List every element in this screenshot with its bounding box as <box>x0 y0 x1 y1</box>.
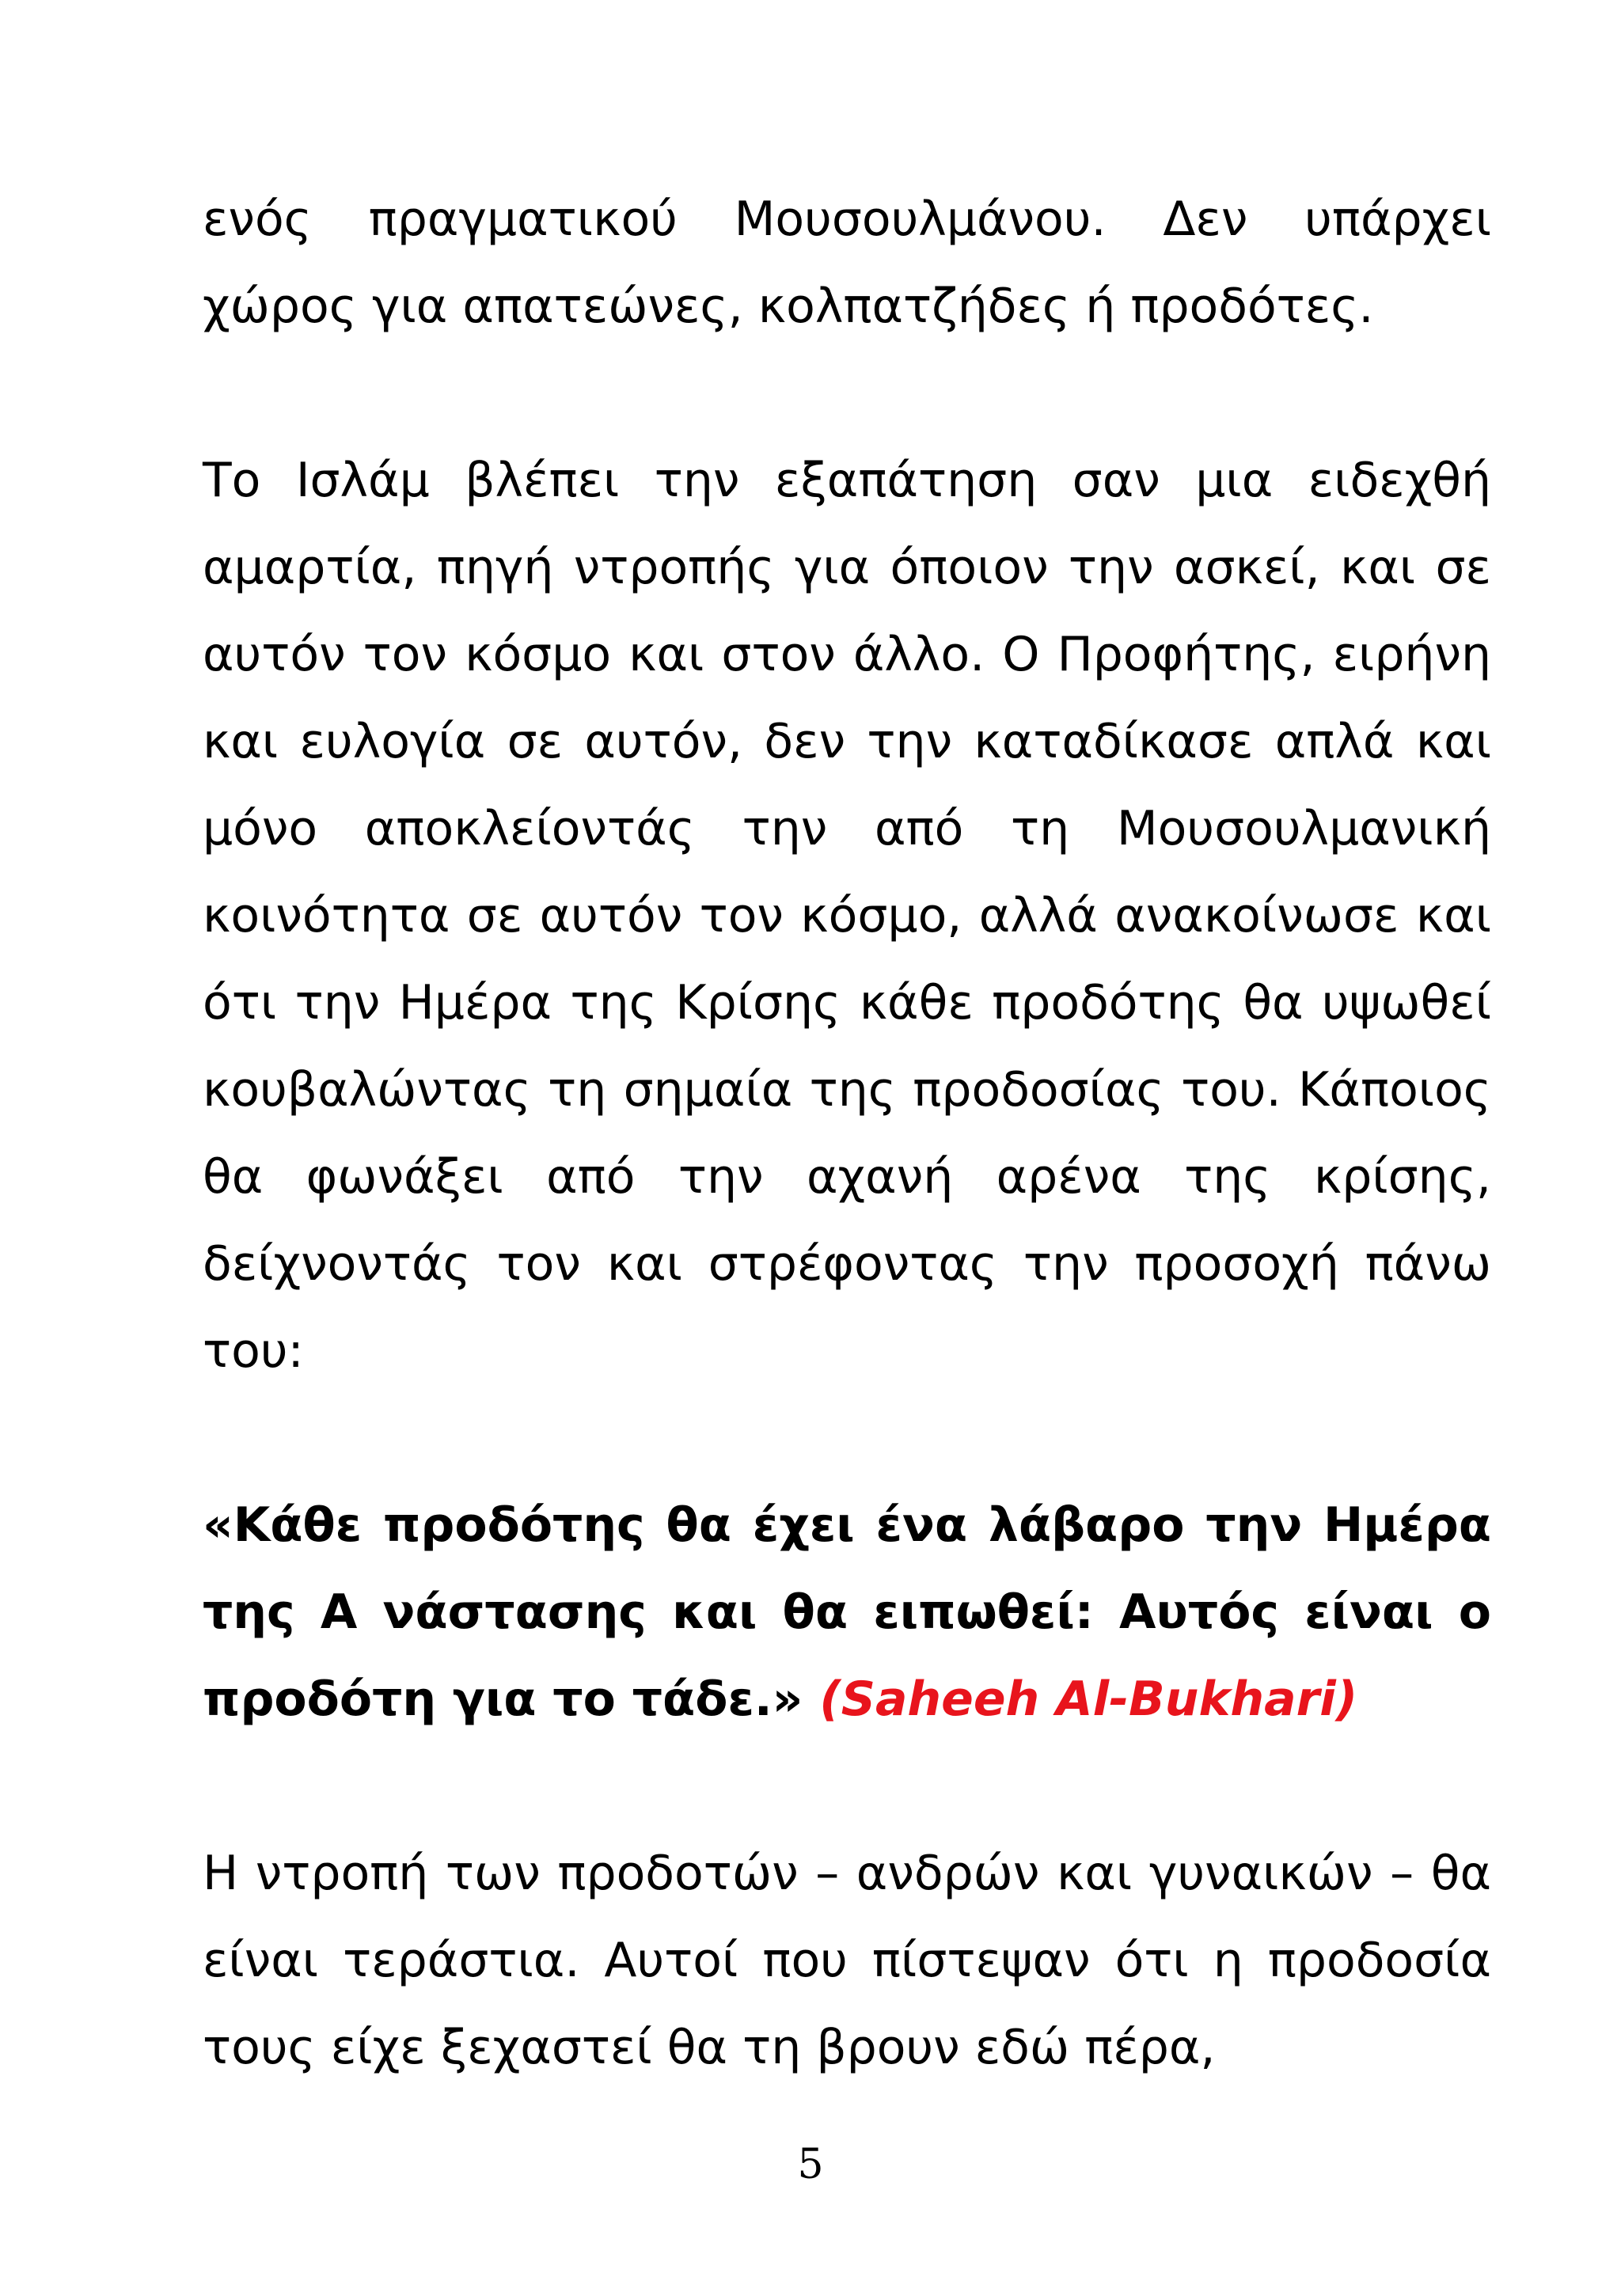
paragraph-islam-deception: Το Ισλάμ βλέπει την εξαπάτηση σαν μια ειδεχθή αμαρτία, πηγή ντροπής για όποιον την ασκεί, και σε αυτόν τον κόσμο και στον άλλο. Ο Προφήτης, ειρήνη και ευλογία σε αυτόν, δεν την καταδίκασε απλά και μόνο αποκλείοντάς την από τη Μουσουλμανική κοινότητα σε αυτόν τον κόσμο, αλλά ανακοίνωσε και ότι την Ημέρα της Κρίσης κάθε προδότης θα υψωθεί κουβαλώντας τη σημαία της προδοσίας του. Κάποιος θα φωνάξει από την αχανή αρένα της κρίσης, δείχνοντάς τον και στρέφοντας την προσοχή πάνω του: <box>203 453 1491 1379</box>
paragraph-shame-of-traitors: Η ντροπή των προδοτών – ανδρών και γυναικών – θα είναι τεράστια. Αυτοί που πίστεψαν ότι η προδοσία τους είχε ξεχαστεί θα τη βρουν εδώ πέρα, <box>203 1846 1491 2075</box>
hadith-quote-text: «Κάθε προδότης θα έχει ένα λάβαρο την Ημέρα της Α νάστασης και θα ειπωθεί: Αυτός είναι ο προδότη για το τάδε.» <box>203 1497 1491 1727</box>
hadith-quote <box>203 1482 1491 1743</box>
paragraph-continuation: ενός πραγματικού Μουσουλμάνου. Δεν υπάρχει χώρος για απατεώνες, κολπατζήδες ή προδότες. <box>203 192 1491 334</box>
hadith-citation: (Saheeh Al-Bukhari) <box>819 1672 1358 1727</box>
page-number: 5 <box>797 2141 824 2188</box>
